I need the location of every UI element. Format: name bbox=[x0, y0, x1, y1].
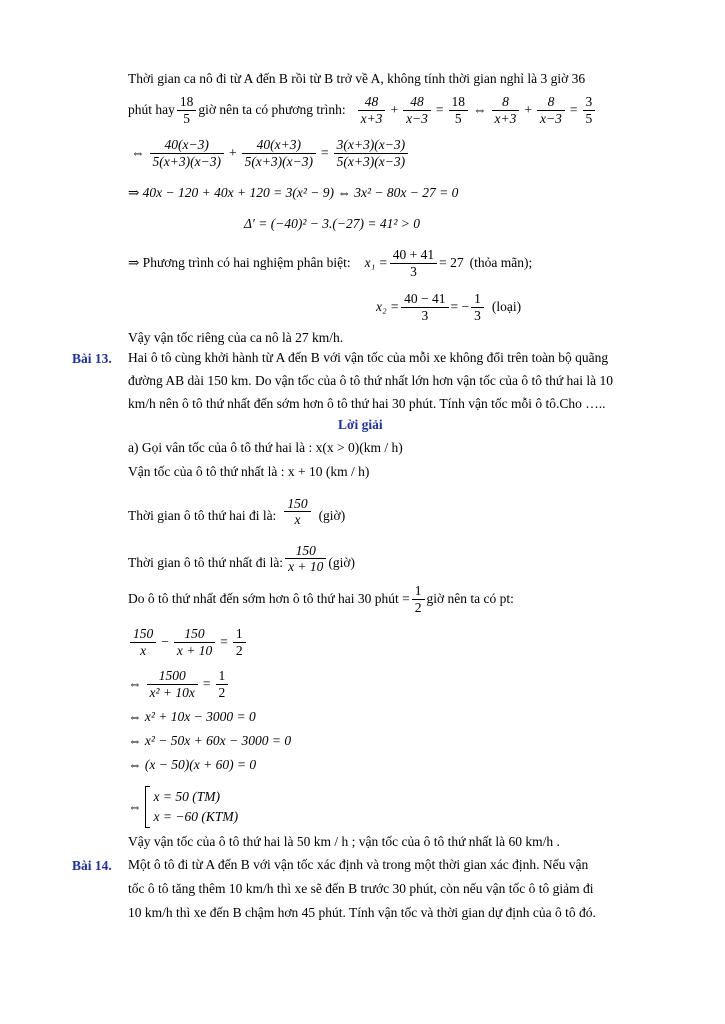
fraction-18-5: $\frac{18}{5}$ bbox=[177, 94, 197, 126]
bai14-label: Bài 14. bbox=[72, 858, 112, 873]
eq1-frac1: $\frac{48}{x+3}$ bbox=[358, 94, 386, 126]
s4-frac: $\frac{150}{x + 10}$ bbox=[285, 543, 326, 575]
s4-text: Thời gian ô tô thứ nhất đi là: bbox=[128, 555, 284, 570]
eq1-frac5: $\frac{8}{x-3}$ bbox=[537, 94, 565, 126]
p1-eq4: Δ′ = (−40)² − 3.(−27) = 41² > 0 bbox=[244, 216, 420, 231]
eq2-frac2: $\frac{40(x+3)}{5(x+3)(x-3)}$ bbox=[242, 137, 316, 169]
eq1-frac3: $\frac{18}{5}$ bbox=[449, 94, 469, 126]
x2-rfrac: $\frac{1}{3}$ bbox=[471, 291, 484, 323]
e2-frac1: $\frac{1500}{\text{x² + 10x}}$ bbox=[147, 668, 198, 700]
x1-lhs: x₁ = bbox=[364, 255, 388, 270]
e1-frac3: $\frac{1}{2}$ bbox=[233, 626, 246, 658]
s3-text: Thời gian ô tô thứ hai đi là: bbox=[128, 508, 277, 523]
x2-rhs: = − bbox=[450, 299, 470, 314]
p1-eq5-text: ⇒ Phương trình có hai nghiệm phân biệt: bbox=[128, 255, 351, 270]
p1-line2a: phút hay bbox=[128, 102, 175, 117]
bai14-line1: Một ô tô đi từ A đến B với vận tốc xác định và trong một thời gian xác định. Nếu vận bbox=[128, 857, 589, 872]
x2-lhs: x₂ = bbox=[376, 299, 400, 314]
s5-text: Do ô tô thứ nhất đến sớm hơn ô tô thứ hai 30 phút = bbox=[128, 591, 410, 606]
p1-eq5 bbox=[128, 244, 532, 282]
bai14-line3: 10 km/h thì xe đến B chậm hơn 45 phút. Tính vận tốc và thời gian dự định của ô tô đó. bbox=[128, 905, 596, 920]
bai13-e3: ⇔ x² + 10x − 3000 = 0 bbox=[128, 709, 256, 724]
s4-unit: (giờ) bbox=[328, 555, 356, 570]
eq1-frac4: $\frac{8}{x+3}$ bbox=[492, 94, 520, 126]
bai13-e1: $\frac{150}{x}$ − $\frac{150}{x + 10}$ = $\frac{1}{2}$ bbox=[128, 622, 248, 662]
bai13-label: Bài 13. bbox=[72, 351, 112, 366]
p1-eq3: ⇒ 40x − 120 + 40x + 120 = 3(x² − 9) ⇔ 3x² − 80x − 27 = 0 bbox=[128, 185, 459, 200]
bai13-s4 bbox=[128, 533, 355, 575]
p1-line2: phút hay $\frac{18}{5}$ giờ nên ta có phương trình: $\frac{48}{x+3}$ + $\frac{48}{x-3}$ = $\frac{18}{5}$ ⇔ $\frac{8}{x+3}$ + $\frac{8}{x-3}$ = $\frac{3}{5}$ bbox=[128, 93, 597, 127]
s3-unit: (giờ) bbox=[318, 508, 346, 523]
x1-rhs: = 27 bbox=[439, 255, 464, 270]
x1-frac: $\frac{40 + 41}{3}$ bbox=[390, 247, 437, 279]
bai13-s5 bbox=[128, 579, 514, 619]
bai13-line2: đường AB dài 150 km. Do vận tốc của ô tô thứ nhất lớn hơn vận tốc của ô tô thứ hai là 10 bbox=[128, 373, 614, 388]
bai13-e4: ⇔ x² − 50x + 60x − 3000 = 0 bbox=[128, 733, 292, 748]
p1-x2 bbox=[376, 288, 521, 326]
solutions-system: x = 50 (TM) x = −60 (KTM) bbox=[153, 789, 239, 824]
bai13-conclusion: Vậy vận tốc của ô tô thứ hai là 50 km / h ; vận tốc của ô tô thứ nhất là 60 km/h . bbox=[128, 834, 560, 849]
e1-frac1: $\frac{150}{x}$ bbox=[130, 626, 156, 658]
x2-frac: $\frac{40 - 41}{3}$ bbox=[401, 291, 448, 323]
bai13-s3 bbox=[128, 488, 345, 528]
bai13-line3: km/h nên ô tô thứ nhất đến sớm hơn ô tô thứ hai 30 phút. Tính vận tốc mỗi ô tô.Cho ….. bbox=[128, 396, 606, 411]
s3-frac: $\frac{150}{x}$ bbox=[284, 496, 310, 528]
eq1-frac6: $\frac{3}{5}$ bbox=[583, 94, 596, 126]
bai13-e2: ⇔ $\frac{1500}{\text{x² + 10x}}$ = $\frac{1}{2}$ bbox=[128, 664, 230, 704]
bai14-line2: tốc ô tô tăng thêm 10 km/h thì xe sẽ đến B trước 30 phút, còn nếu vận tốc ô tô giảm đi bbox=[128, 881, 594, 896]
p1-conclusion: Vậy vận tốc riêng của ca nô là 27 km/h. bbox=[128, 330, 344, 345]
s5-frac: $\frac{1}{2}$ bbox=[412, 583, 425, 615]
p1-line1: Thời gian ca nô đi từ A đến B rồi từ B trở về A, không tính thời gian nghỉ là 3 giờ 36 bbox=[128, 71, 586, 86]
s5-text2: giờ nên ta có pt: bbox=[426, 591, 514, 606]
eq2-frac3: $\frac{3(x+3)(x-3)}{5(x+3)(x-3)}$ bbox=[334, 137, 408, 169]
p1-line2b: giờ nên ta có phương trình: bbox=[198, 102, 346, 117]
e2-frac2: $\frac{1}{2}$ bbox=[216, 668, 229, 700]
x2-note: (loại) bbox=[491, 299, 522, 314]
eq2-frac1: $\frac{40(x-3)}{5(x+3)(x-3)}$ bbox=[150, 137, 224, 169]
bai13-s2: Vận tốc của ô tô thứ nhất là : x + 10 (km / h) bbox=[128, 464, 370, 479]
eq1-frac2: $\frac{48}{x-3}$ bbox=[403, 94, 431, 126]
bai13-line1: Hai ô tô cùng khởi hành từ A đến B với vận tốc của mỗi xe không đổi trên toàn bộ quãng bbox=[128, 350, 609, 365]
bracket bbox=[145, 786, 150, 828]
p1-eq2: ⇔ $\frac{40(x-3)}{5(x+3)(x-3)}$ + $\frac{40(x+3)}{5(x+3)(x-3)}$ = $\frac{3(x+3)(x-3)}{5(x+3)(x-3)}$ bbox=[128, 133, 410, 173]
e1-frac2: $\frac{150}{x + 10}$ bbox=[174, 626, 215, 658]
solution-title: Lời giải bbox=[338, 417, 383, 432]
x1-note: (thỏa mãn); bbox=[469, 255, 533, 270]
bai13-e5: ⇔ (x − 50)(x + 60) = 0 bbox=[128, 757, 257, 772]
bai13-e6: ⇔ x = 50 (TM) x = −60 (KTM) bbox=[128, 784, 238, 830]
bai13-s1: a) Gọi vân tốc của ô tô thứ hai là : x(x > 0)(km / h) bbox=[128, 440, 403, 455]
